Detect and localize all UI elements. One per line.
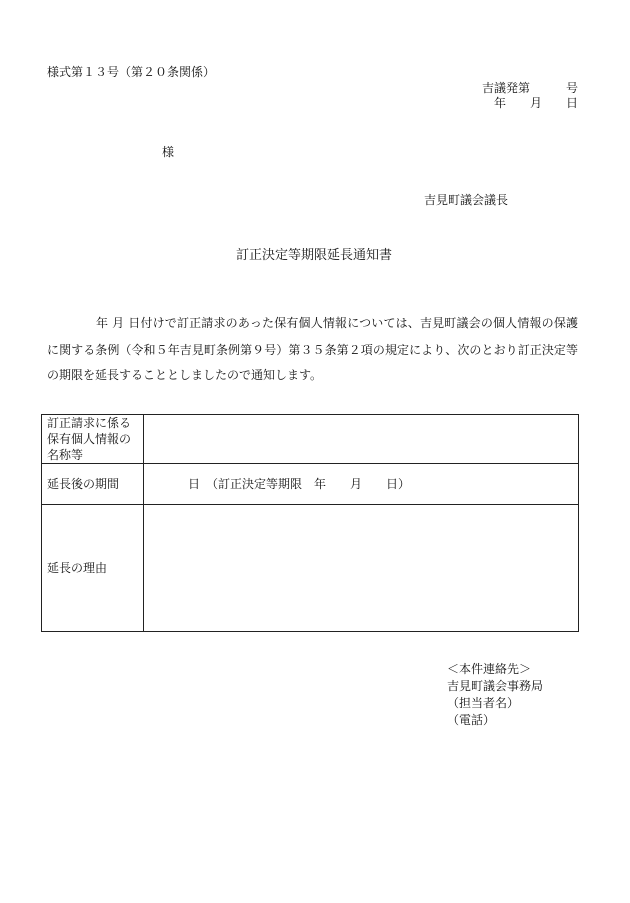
contact-office: 吉見町議会事務局: [447, 679, 544, 693]
extension-reason-value: [144, 505, 579, 632]
issue-date: 年 月 日: [493, 96, 578, 110]
addressee-suffix: 様: [162, 145, 175, 159]
body-line: の期限を延長することとしましたので通知します。: [47, 368, 323, 382]
contact-phone: （電話）: [447, 713, 496, 727]
contact-block: [447, 661, 543, 729]
contact-heading: ＜本件連絡先＞: [447, 662, 532, 676]
extended-period-value: 日 （訂正決定等期限 年 月 日）: [144, 464, 579, 505]
table-row: [42, 505, 579, 632]
document-title: 訂正決定等期限延長通知書: [236, 248, 393, 263]
extension-details-table: [41, 414, 579, 632]
document-number: 吉議発第 号: [481, 81, 578, 95]
record-name-label: [42, 415, 144, 464]
label-line: 名称等: [47, 448, 84, 462]
contact-person: （担当者名）: [447, 696, 520, 710]
form-number: 様式第１３号（第２０条関係）: [47, 65, 216, 79]
body-line: に関する条例（令和５年吉見町条例第９号）第３５条第２項の規定により、次のとおり訂正決定等: [47, 343, 578, 357]
label-line: 保有個人情報の: [47, 432, 132, 446]
table-row: [42, 464, 579, 505]
extension-reason-label: 延長の理由: [42, 505, 144, 632]
extended-period-label: 延長後の期間: [42, 464, 144, 505]
label-line: 訂正請求に係る: [47, 416, 132, 430]
sender-name: 吉見町議会議長: [424, 193, 509, 207]
table-row: [42, 415, 579, 464]
body-line: 年 月 日付けで訂正請求のあった保有個人情報については、吉見町議会の個人情報の保護: [96, 316, 578, 330]
record-name-value: [144, 415, 579, 464]
